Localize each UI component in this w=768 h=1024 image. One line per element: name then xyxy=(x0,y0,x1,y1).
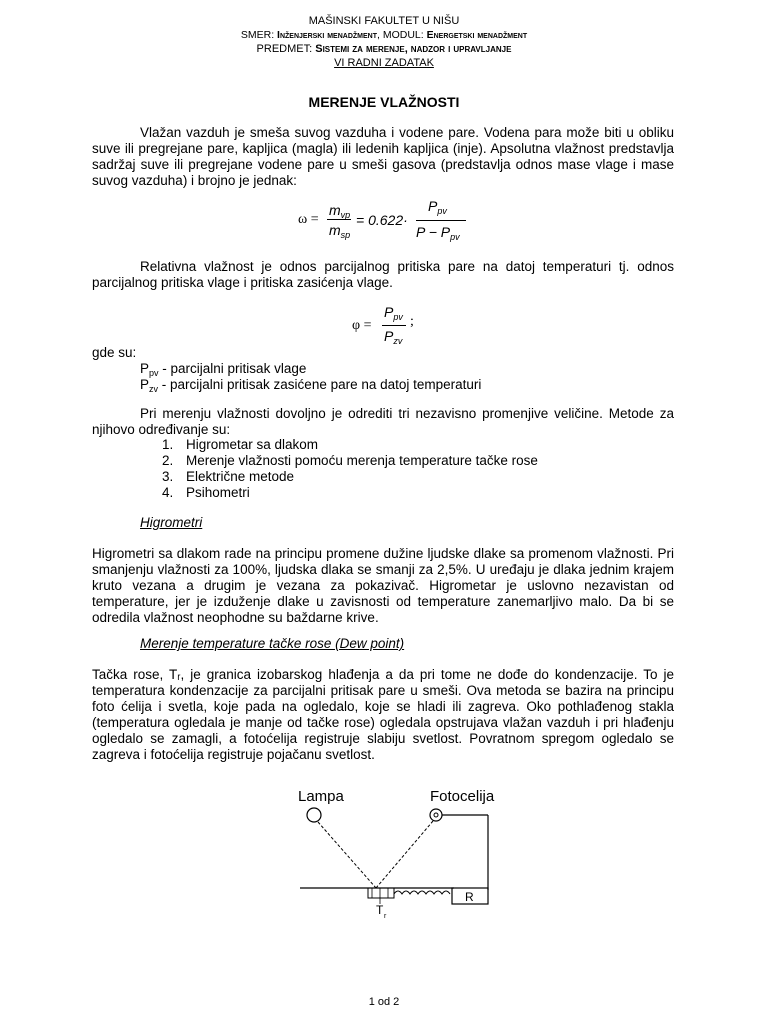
heater-coil xyxy=(394,891,450,894)
page-title: MERENJE VLAŽNOSTI xyxy=(308,94,460,110)
list-item: 1. Higrometar sa dlakom xyxy=(162,437,319,452)
header-predmet: PREDMET: Sistemi za merenje, nadzor i upravljanje xyxy=(256,43,512,55)
definitions-intro: gde su: xyxy=(92,345,137,360)
paragraph-higrometri: Higrometri sa dlakom rade na principu promene dužine ljudske dlake sa promenom vlažnosti. Pri smanjenju vlažnosti za 100%, ljudska dlaka se smanji za 2,5%. U uređaju je dlaka jednim krajem kruto vezana a drugim je vezana za pokazivač. Higrometar je uslovno nezavistan od temperature, jer je izduženje dlake u zavisnosti od temperature zanemarljivo malo. Da bi se odredila vlažnost neophodne su baždarne krive. xyxy=(92,546,674,625)
list-item: 2. Merenje vlažnosti pomoću merenja temperature tačke rose xyxy=(162,453,538,468)
paragraph-absolute-humidity: Vlažan vazduh je smeša suvog vazduha i vodene pare. Vodena para može biti u obliku suve ili pregrejane pare, kapljica (magla) ili ledenih kapljica (inje). Apsolutna vlažnost predstavlja sadržaj suve ili pregrejane vodene pare u smeši gasova (predstavlja odnos mase vlage i mase suvog vazduha) i brojno je jednak: xyxy=(92,125,674,188)
dew-temp-subscript: r xyxy=(384,913,387,920)
page-number: 1 od 2 xyxy=(368,996,400,1008)
section-heading-higrometri: Higrometri xyxy=(140,515,203,530)
dew-temp-label: T xyxy=(376,903,384,917)
reflected-light-ray xyxy=(376,821,433,888)
list-item: 4. Psihometri xyxy=(162,485,250,500)
dew-point-diagram xyxy=(290,782,520,922)
paragraph-dew-point: Tačka rose, Tᵣ, je granica izobarskog hlađenja a da pri tome ne dođe do kondenzacije. To je temperatura kondenzacije za parcijalni pritisak pare u smeši. Ova metoda se bazira na principu foto ćelija i svetla, koje pada na ogledalo, koje se hladi ili zagreva. Oko pothlađenog stakla (temperatura ogledala je manje od tačke rose) ogledala opstrujava vlažan vazduh i pri hlađenju ogledalo se zamagli, a fotoćelija registruje slabiju svetlost. Povratnom spregom ogledalo se zagreva i fotoćelija registruje pojačanu svetlost. xyxy=(92,667,674,762)
lamp-icon xyxy=(307,808,321,822)
paragraph-methods-intro: Pri merenju vlažnosti dovoljno je odrediti tri nezavisno promenjive veličine. Metode za njihovo određivanje su: xyxy=(92,406,674,437)
photocell-label: Fotocelija xyxy=(430,788,495,805)
photocell-icon xyxy=(430,809,442,821)
formula-absolute-humidity: ω = $m_{vp}$ $m_{sp}$ = 0.622· $P_{pv}$ $P - P_{pv}$ xyxy=(298,198,498,244)
incident-light-ray xyxy=(318,822,376,888)
lamp-label: Lampa xyxy=(298,788,344,805)
definition-pzv: $P_{zv}$ - parcijalni pritisak zasićene pare na datoj temperaturi xyxy=(140,377,482,394)
header-assignment: VI RADNI ZADATAK xyxy=(334,57,434,69)
list-item: 3. Električne metode xyxy=(162,469,295,484)
paragraph-relative-humidity: Relativna vlažnost je odnos parcijalnog pritiska pare na datoj temperaturi tj. odnos parcijalnog pritiska vlage i pritiska zasićenja vlage. xyxy=(92,259,674,290)
header-faculty: MAŠINSKI FAKULTET U NIŠU xyxy=(308,15,460,27)
definition-ppv: $P_{pv}$ - parcijalni pritisak vlage xyxy=(140,361,307,378)
section-heading-dew-point: Merenje temperature tačke rose (Dew point) xyxy=(140,636,405,651)
resistor-label: R xyxy=(465,890,474,904)
formula-relative-humidity: φ = $P_{pv}$ $P_{zv}$ ; xyxy=(352,304,414,346)
header-smer: SMER: Inženjerski menadžment, MODUL: Energetski menadžment xyxy=(240,29,528,41)
